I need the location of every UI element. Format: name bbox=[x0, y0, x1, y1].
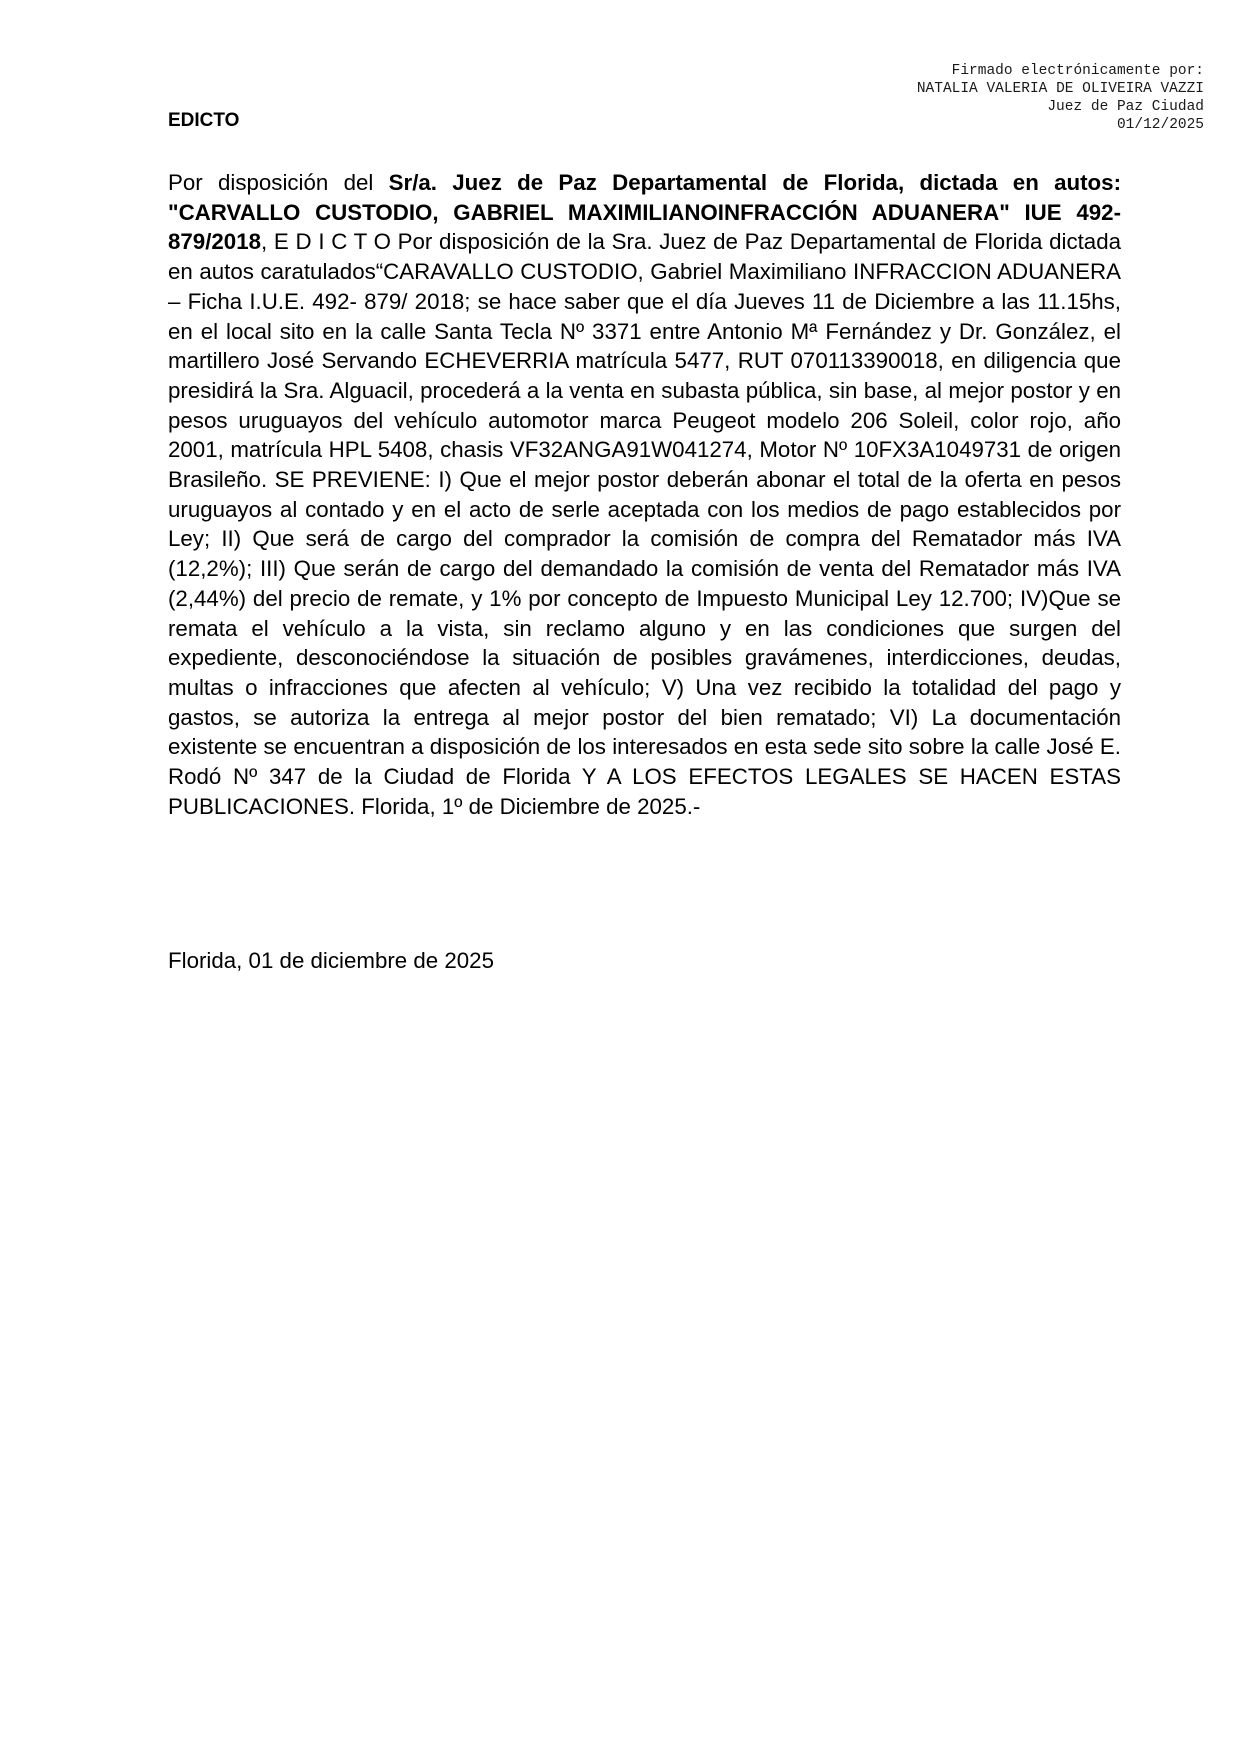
closing-place-date: Florida, 01 de diciembre de 2025 bbox=[168, 948, 494, 973]
edict-intro: Por disposición del bbox=[168, 170, 389, 195]
edict-court-reference: Sr/a. Juez de Paz Departamental de Florida, dictada en autos: "CARVALLO CUSTODIO, GABRIEL MAXIMILIANOINFRACCIÓN ADUANERA" IUE 492-879/2018 bbox=[168, 170, 1121, 255]
signature-label: Firmado electrónicamente por: bbox=[951, 63, 1204, 79]
signer-name: NATALIA VALERIA DE OLIVEIRA VAZZI bbox=[916, 81, 1204, 97]
signer-role: Juez de Paz Ciudad bbox=[1047, 99, 1204, 115]
electronic-signature-block bbox=[917, 62, 1204, 134]
signature-date: 01/12/2025 bbox=[1116, 117, 1204, 133]
document-title: EDICTO bbox=[168, 110, 240, 131]
edict-content: , E D I C T O Por disposición de la Sra. Juez de Paz Departamental de Florida dictada en autos caratulados“CARAVALLO CUSTODIO, Gabriel Maximiliano INFRACCION ADUANERA – Ficha I.U.E. 492- 879/ 2018; se hace saber que el día Jueves 11 de Diciembre a las 11.15hs, en el local sito en la calle Santa Tecla Nº 3371 entre Antonio Mª Fernández y Dr. González, el martillero José Servando ECHEVERRIA matrícula 5477, RUT 070113390018, en diligencia que presidirá la Sra. Alguacil, procederá a la venta en subasta pública, sin base, al mejor postor y en pesos uruguayos del vehículo automotor marca Peugeot modelo 206 Soleil, color rojo, año 2001, matrícula HPL 5408, chasis VF32ANGA91W041274, Motor Nº 10FX3A1049731 de origen Brasileño. SE PREVIENE: I) Que el mejor postor deberán abonar el total de la oferta en pesos uruguayos al contado y en el acto de serle aceptada con los medios de pago establecidos por Ley; II) Que será de cargo del comprador la comisión de compra del Rematador más IVA (12,2%); III) Que serán de cargo del demandado la comisión de venta del Rematador más IVA (2,44%) del precio de remate, y 1% por concepto de Impuesto Municipal Ley 12.700; IV)Que se remata el vehículo a la vista, sin reclamo alguno y en las condiciones que surgen del expediente, desconociéndose la situación de posibles gravámenes, interdicciones, deudas, multas o infracciones que afecten al vehículo; V) Una vez recibido la totalidad del pago y gastos, se autoriza la entrega al mejor postor del bien rematado; VI) La documentación existente se encuentran a disposición de los interesados en esta sede sito sobre la calle José E. Rodó Nº 347 de la Ciudad de Florida Y A LOS EFECTOS LEGALES SE HACEN ESTAS PUBLICACIONES. Florida, 1º de Diciembre de 2025.- bbox=[168, 229, 1121, 819]
edict-body bbox=[168, 168, 1121, 821]
